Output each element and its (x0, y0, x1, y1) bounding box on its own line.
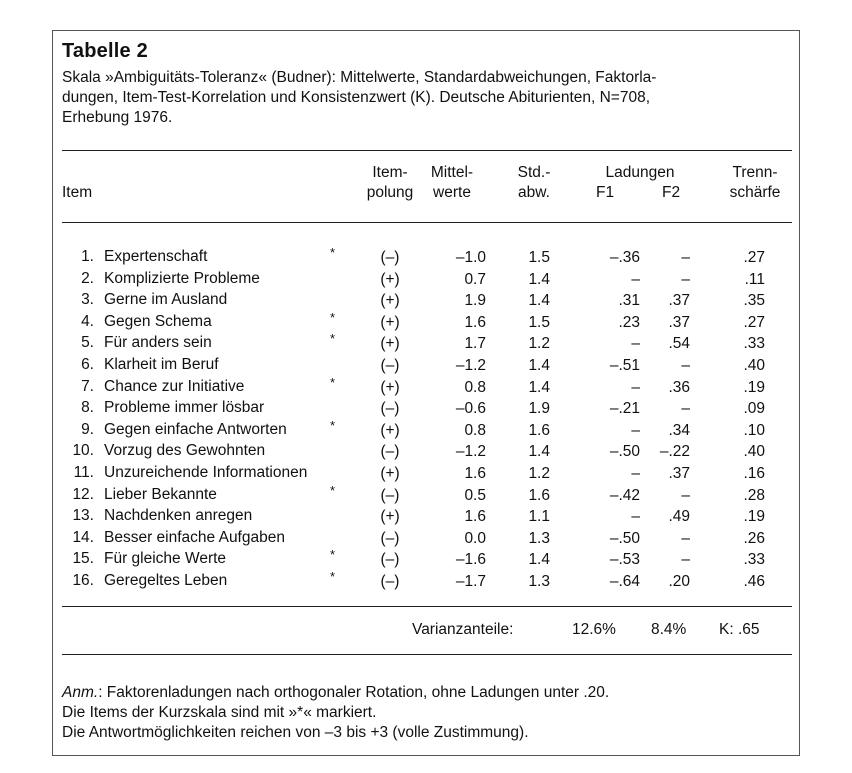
table-row (0, 507, 852, 528)
item-label: Gegen Schema (104, 313, 212, 330)
table-row (0, 464, 852, 485)
short-scale-marker: * (330, 418, 336, 433)
item-sd: 1.4 (528, 271, 550, 288)
item-trennschaerfe: .27 (743, 314, 765, 331)
header-ladungen: Ladungen (605, 164, 675, 181)
short-scale-marker: * (330, 569, 336, 584)
row-number: 12. (72, 486, 94, 503)
item-loading-f1: .23 (618, 314, 640, 331)
table-row (0, 356, 852, 377)
summary-label: Varianzanteile: (412, 621, 514, 638)
item-loading-f1: –.50 (609, 443, 640, 460)
row-number: 13. (72, 507, 94, 524)
item-mean: 0.8 (464, 379, 486, 396)
item-loading-f2: –.22 (659, 443, 690, 460)
item-mean: –1.6 (455, 551, 486, 568)
header-trenn-2: schärfe (729, 184, 781, 201)
table-row (0, 569, 852, 593)
item-mean: 0.0 (464, 530, 486, 547)
item-sd: 1.5 (528, 314, 550, 331)
item-loading-f2: – (681, 530, 690, 547)
item-mean: 1.7 (464, 335, 486, 352)
item-sd: 1.4 (528, 357, 550, 374)
row-number: 14. (72, 529, 94, 546)
header-mittel-1: Mittel- (430, 164, 474, 181)
item-sd: 1.2 (528, 335, 550, 352)
item-trennschaerfe: .28 (743, 487, 765, 504)
header-mittel-2: werte (433, 184, 471, 201)
table-row (0, 483, 852, 507)
item-label: Klarheit im Beruf (104, 356, 219, 373)
item-label: Chance zur Initiative (104, 378, 245, 395)
table-row (0, 375, 852, 399)
item-trennschaerfe: .46 (743, 573, 765, 590)
item-loading-f2: – (681, 551, 690, 568)
table-row (0, 245, 852, 269)
item-trennschaerfe: .26 (743, 530, 765, 547)
table-row (0, 270, 852, 291)
item-trennschaerfe: .27 (743, 249, 765, 266)
short-scale-marker: * (330, 375, 336, 390)
item-trennschaerfe: .33 (743, 551, 765, 568)
item-mean: –1.7 (455, 573, 486, 590)
item-mean: –1.2 (455, 443, 486, 460)
summary-f1: 12.6% (572, 621, 616, 638)
item-trennschaerfe: .40 (743, 357, 765, 374)
top-rule (62, 150, 792, 151)
item-mean: 0.8 (464, 422, 486, 439)
row-number: 6. (81, 356, 94, 373)
item-loading-f2: – (681, 487, 690, 504)
item-polung: (+) (380, 465, 400, 482)
header-f2: F2 (662, 184, 681, 201)
header-polung-1: Item- (372, 164, 408, 181)
item-sd: 1.6 (528, 487, 550, 504)
row-number: 7. (81, 378, 94, 395)
item-label: Gerne im Ausland (104, 291, 228, 308)
item-loading-f1: – (631, 271, 640, 288)
item-loading-f2: .36 (668, 379, 690, 396)
item-loading-f2: .20 (668, 573, 690, 590)
item-polung: (–) (380, 530, 400, 547)
item-polung: (–) (380, 487, 400, 504)
item-trennschaerfe: .19 (743, 379, 765, 396)
item-mean: 0.5 (464, 487, 486, 504)
item-polung: (–) (380, 443, 400, 460)
short-scale-marker: * (330, 483, 336, 498)
item-label: Unzureichende Informationen (104, 464, 308, 481)
item-mean: 0.7 (464, 271, 486, 288)
item-sd: 1.4 (528, 379, 550, 396)
header-polung-2: polung (366, 184, 414, 201)
item-trennschaerfe: .35 (743, 292, 765, 309)
caption-line: Skala »Ambiguitäts-Toleranz« (Budner): Mittelwerte, Standardabweichungen, Faktorla- (62, 69, 657, 86)
item-polung: (+) (380, 335, 400, 352)
item-loading-f1: – (631, 508, 640, 525)
item-label: Expertenschaft (104, 248, 208, 265)
item-label: Gegen einfache Antworten (104, 421, 287, 438)
item-loading-f2: – (681, 271, 690, 288)
item-polung: (–) (380, 249, 400, 266)
summary-rule (62, 606, 792, 607)
item-loading-f1: –.21 (609, 400, 640, 417)
item-mean: –1.0 (455, 249, 486, 266)
item-label: Lieber Bekannte (104, 486, 217, 503)
item-sd: 1.4 (528, 551, 550, 568)
item-loading-f1: –.51 (609, 357, 640, 374)
table-row (0, 399, 852, 420)
item-loading-f2: .37 (668, 465, 690, 482)
item-loading-f1: –.36 (609, 249, 640, 266)
item-trennschaerfe: .40 (743, 443, 765, 460)
item-label: Nachdenken anregen (104, 507, 253, 524)
item-trennschaerfe: .10 (743, 422, 765, 439)
row-number: 1. (81, 248, 94, 265)
item-sd: 1.6 (528, 422, 550, 439)
caption-line: dungen, Item-Test-Korrelation und Konsistenzwert (K). Deutsche Abiturienten, N=708, (62, 89, 651, 106)
item-sd: 1.2 (528, 465, 550, 482)
item-polung: (–) (380, 573, 400, 590)
footnote (62, 683, 609, 743)
item-loading-f1: .31 (618, 292, 640, 309)
item-loading-f2: .34 (668, 422, 690, 439)
item-sd: 1.4 (528, 443, 550, 460)
item-sd: 1.3 (528, 530, 550, 547)
item-loading-f2: .49 (668, 508, 690, 525)
table-row (0, 291, 852, 312)
item-loading-f2: .37 (668, 314, 690, 331)
footnote-line1-text: : Faktorenladungen nach orthogonaler Rotation, ohne Ladungen unter .20. (98, 684, 610, 701)
item-polung: (+) (380, 508, 400, 525)
item-loading-f1: – (631, 335, 640, 352)
item-polung: (+) (380, 292, 400, 309)
bottom-rule (62, 654, 792, 655)
item-mean: 1.6 (464, 314, 486, 331)
footnote-line: Die Antwortmöglichkeiten reichen von –3 bis +3 (volle Zustimmung). (62, 724, 529, 741)
item-label: Für anders sein (104, 334, 212, 351)
table-row (0, 331, 852, 355)
item-trennschaerfe: .19 (743, 508, 765, 525)
item-loading-f2: – (681, 357, 690, 374)
footnote-anm-label: Anm. (62, 684, 99, 701)
row-number: 5. (81, 334, 94, 351)
item-polung: (+) (380, 271, 400, 288)
row-number: 11. (73, 464, 94, 481)
footnote-line (62, 683, 609, 703)
short-scale-marker: * (330, 245, 336, 260)
item-trennschaerfe: .09 (743, 400, 765, 417)
table-title: Tabelle 2 (62, 40, 148, 62)
item-label: Probleme immer lösbar (104, 399, 265, 416)
header-std-1: Std.- (517, 164, 551, 181)
caption-line: Erhebung 1976. (62, 109, 173, 126)
summary-f2: 8.4% (651, 621, 687, 638)
short-scale-marker: * (330, 310, 336, 325)
item-sd: 1.4 (528, 292, 550, 309)
item-polung: (+) (380, 379, 400, 396)
header-rule (62, 222, 792, 223)
item-loading-f1: – (631, 379, 640, 396)
row-number: 4. (81, 313, 94, 330)
item-polung: (–) (380, 551, 400, 568)
item-mean: 1.9 (464, 292, 486, 309)
item-loading-f2: – (681, 400, 690, 417)
item-polung: (+) (380, 422, 400, 439)
item-polung: (+) (380, 314, 400, 331)
item-loading-f2: – (681, 249, 690, 266)
item-trennschaerfe: .16 (743, 465, 765, 482)
header-trenn-1: Trenn- (732, 164, 778, 181)
item-mean: 1.6 (464, 508, 486, 525)
short-scale-marker: * (330, 547, 336, 562)
header-item: Item (62, 184, 93, 201)
item-label: Geregeltes Leben (104, 572, 228, 589)
item-mean: 1.6 (464, 465, 486, 482)
item-polung: (–) (380, 357, 400, 374)
item-mean: –0.6 (455, 400, 486, 417)
item-label: Besser einfache Aufgaben (104, 529, 285, 546)
item-trennschaerfe: .11 (744, 271, 765, 288)
item-loading-f2: .54 (668, 335, 690, 352)
header-std-2: abw. (518, 184, 550, 201)
footnote-line: Die Items der Kurzskala sind mit »*« markiert. (62, 704, 377, 721)
item-loading-f1: –.50 (609, 530, 640, 547)
row-number: 16. (72, 572, 94, 589)
row-number: 15. (72, 550, 94, 567)
item-sd: 1.5 (528, 249, 550, 266)
table-row (0, 547, 852, 571)
row-number: 10. (72, 442, 94, 459)
table-row (0, 529, 852, 550)
item-loading-f2: .37 (668, 292, 690, 309)
item-sd: 1.1 (528, 508, 550, 525)
summary-k: K: .65 (719, 621, 760, 638)
table-row (0, 418, 852, 442)
item-sd: 1.3 (528, 573, 550, 590)
item-label: Für gleiche Werte (104, 550, 227, 567)
item-label: Vorzug des Gewohnten (104, 442, 266, 459)
item-mean: –1.2 (455, 357, 486, 374)
item-loading-f1: – (631, 422, 640, 439)
row-number: 8. (81, 399, 94, 416)
item-polung: (–) (380, 400, 400, 417)
row-number: 3. (81, 291, 94, 308)
item-loading-f1: –.53 (609, 551, 640, 568)
row-number: 2. (81, 270, 94, 287)
row-number: 9. (81, 421, 94, 438)
item-loading-f1: – (631, 465, 640, 482)
item-sd: 1.9 (528, 400, 550, 417)
item-loading-f1: –.64 (609, 573, 640, 590)
table-caption (62, 68, 797, 128)
item-trennschaerfe: .33 (743, 335, 765, 352)
table-row (0, 310, 852, 334)
short-scale-marker: * (330, 331, 336, 346)
header-f1: F1 (596, 184, 615, 201)
item-loading-f1: –.42 (609, 487, 640, 504)
table-row (0, 442, 852, 463)
item-label: Komplizierte Probleme (104, 270, 260, 287)
